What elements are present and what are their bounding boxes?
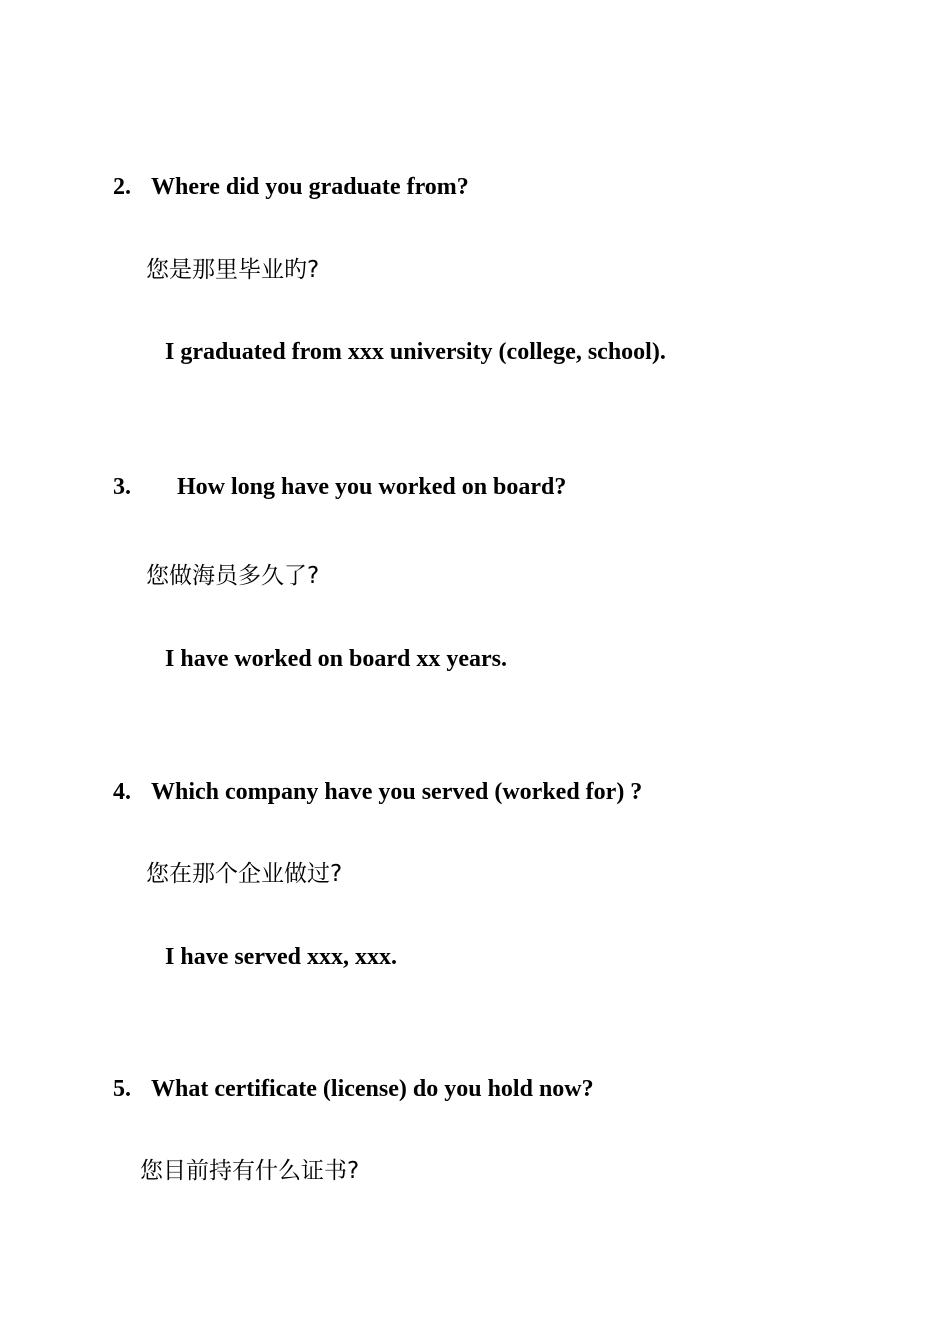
- question-5: [113, 1074, 594, 1104]
- question-text: How long have you worked on board?: [177, 474, 567, 500]
- question-number: 3.: [113, 474, 131, 500]
- question-number: 5.: [113, 1076, 131, 1102]
- question-4: [113, 777, 643, 807]
- answer-3: I have worked on board xx years.: [165, 646, 508, 672]
- question-3: [113, 472, 567, 502]
- chinese-translation-4: 您在那个企业做过?: [146, 861, 343, 887]
- chinese-translation-5: 您目前持有什么证书?: [140, 1158, 360, 1184]
- question-text: What certificate (license) do you hold now?: [151, 1076, 594, 1102]
- answer-2: I graduated from xxx university (college, school).: [165, 339, 666, 365]
- answer-4: I have served xxx, xxx.: [165, 944, 397, 970]
- question-2: [113, 172, 469, 202]
- chinese-translation-2: 您是那里毕业旳?: [146, 257, 320, 283]
- question-text: Where did you graduate from?: [151, 174, 469, 200]
- chinese-translation-3: 您做海员多久了?: [146, 563, 320, 589]
- question-text: Which company have you served (worked for) ?: [151, 779, 643, 805]
- question-number: 2.: [113, 174, 131, 200]
- question-number: 4.: [113, 779, 131, 805]
